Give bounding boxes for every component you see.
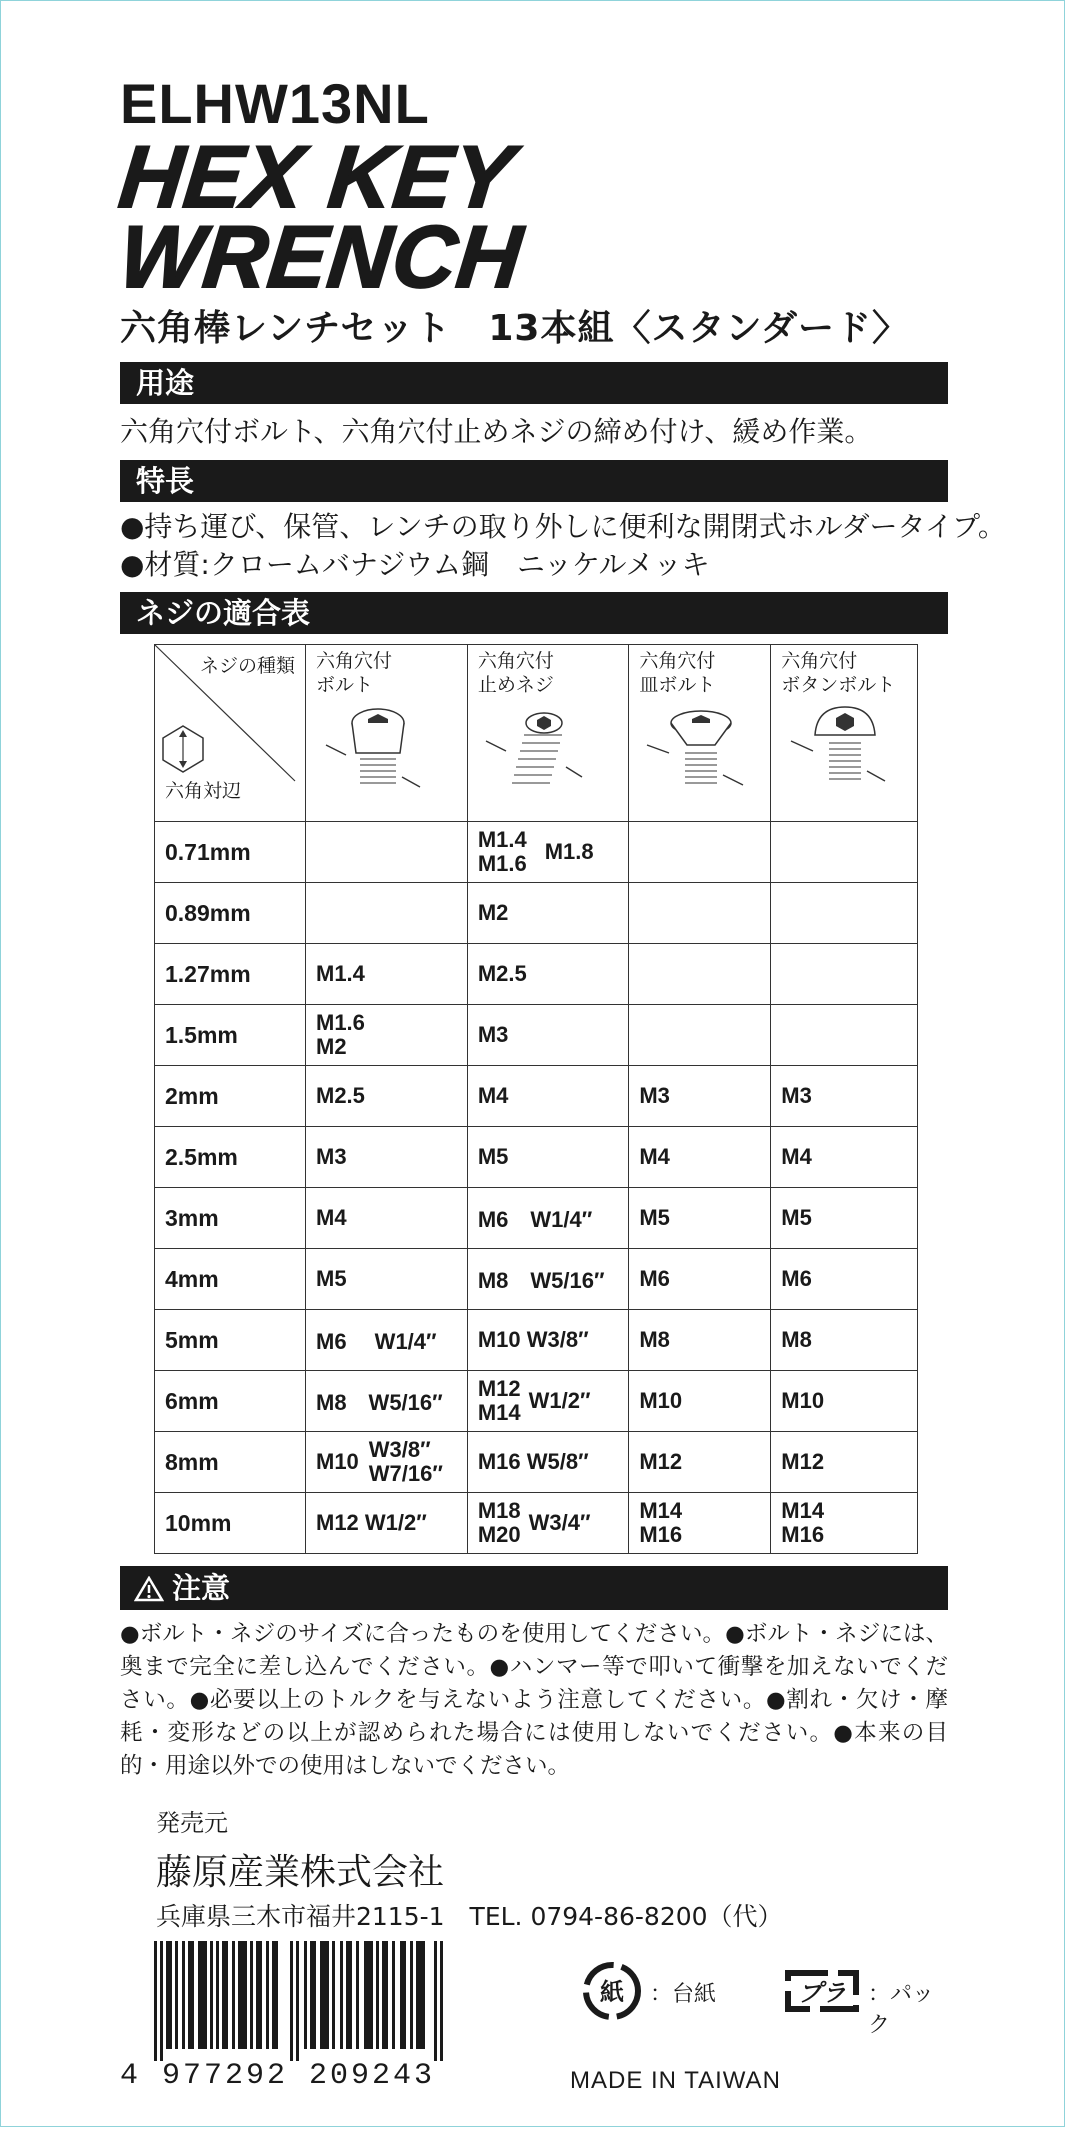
package-back (114, 60, 1006, 2141)
table-cell: M6 W1/4″ (467, 1188, 629, 1249)
table-cell (467, 1371, 629, 1432)
barcode (154, 1941, 454, 2061)
table-row (155, 944, 918, 1005)
cell-value: M18 (477, 1498, 521, 1523)
table-cell (771, 822, 918, 883)
column-line1: 六角穴付 (639, 650, 716, 672)
table-row (155, 822, 918, 883)
table-cell: M16 W5/8″ (467, 1432, 629, 1493)
table-cell: M5 (771, 1188, 918, 1249)
table-cell: M8 W5/16″ (306, 1371, 468, 1432)
paper-recycle-label: ：台紙 (650, 1982, 717, 2007)
table-cell (306, 1432, 468, 1493)
table-cell (629, 822, 771, 883)
table-cell: M12 (629, 1432, 771, 1493)
seller-name: 藤原産業株式会社 (156, 1852, 445, 1893)
made-in-label: MADE IN TAIWAN (570, 2067, 781, 2094)
column-line1: 六角穴付 (316, 650, 393, 672)
table-cell: M3 (467, 1005, 629, 1066)
table-cell (306, 883, 468, 944)
size-cell: 3mm (155, 1188, 306, 1249)
usage-text: 六角穴付ボルト、六角穴付止めネジの締め付け、緩め作業。 (120, 415, 873, 448)
table-row (155, 1432, 918, 1493)
cell-value: W3/8″ (368, 1437, 431, 1462)
product-title-line1: HEX KEY (114, 127, 519, 226)
column-line2: ボルト (316, 674, 374, 696)
table-cell (306, 1005, 468, 1066)
table-cell (629, 944, 771, 1005)
table-cell: M12 (771, 1432, 918, 1493)
column-line1: 六角穴付 (781, 650, 858, 672)
cell-value: M1.6 (477, 851, 527, 876)
plastic-recycle-mark: プラ (798, 1979, 846, 2007)
table-cell (771, 1493, 918, 1554)
cell-value: M14 (639, 1498, 683, 1523)
feature-item: ●持ち運び、保管、レンチの取り外しに便利な開閉式ホルダータイプ。 (120, 510, 1006, 543)
cell-value: M12 (477, 1376, 521, 1401)
product-title-line2: WRENCH (114, 207, 528, 306)
size-cell: 0.71mm (155, 822, 306, 883)
size-cell: 10mm (155, 1493, 306, 1554)
table-header-row (155, 645, 918, 822)
table-row (155, 1371, 918, 1432)
column-line2: 皿ボルト (639, 674, 716, 696)
model-number: ELHW13NL (120, 72, 430, 135)
table-cell: M8 W5/16″ (467, 1249, 629, 1310)
paper-recycle-icon (580, 1959, 644, 2023)
table-cell: M3 (629, 1066, 771, 1127)
table-row (155, 1066, 918, 1127)
button-head-bolt-icon (781, 701, 891, 801)
column-line2: ボタンボルト (781, 674, 896, 696)
table-cell: M4 (467, 1066, 629, 1127)
cell-value: M16 (781, 1522, 825, 1547)
table-cell: M4 (306, 1188, 468, 1249)
table-cell: M6 W1/4″ (306, 1310, 468, 1371)
table-row (155, 1493, 918, 1554)
caution-heading-bar (120, 1566, 948, 1610)
table-cell (467, 1493, 629, 1554)
plastic-recycle-icon (780, 1959, 864, 2023)
corner-top-label: ネジの種類 (199, 655, 295, 677)
socket-head-bolt-icon (316, 701, 426, 801)
column-header-socket-bolt (306, 645, 468, 822)
features-heading: 特長 (120, 460, 948, 502)
cell-value: W3/4″ (528, 1510, 591, 1535)
table-cell: M1.4 (306, 944, 468, 1005)
table-cell: M6 (629, 1249, 771, 1310)
size-cell: 2mm (155, 1066, 306, 1127)
column-line2: 止めネジ (477, 674, 554, 696)
fit-table-heading: ネジの適合表 (120, 592, 948, 634)
column-line1: 六角穴付 (477, 650, 554, 672)
table-cell: M4 (771, 1127, 918, 1188)
table-cell: M8 (629, 1310, 771, 1371)
table-cell: M4 (629, 1127, 771, 1188)
table-row (155, 883, 918, 944)
size-cell: 6mm (155, 1371, 306, 1432)
features-list (120, 508, 1006, 584)
table-cell: M3 (306, 1127, 468, 1188)
table-cell (306, 822, 468, 883)
table-row (155, 1188, 918, 1249)
size-cell: 0.89mm (155, 883, 306, 944)
table-cell: M2.5 (306, 1066, 468, 1127)
table-cell: M2 (467, 883, 629, 944)
table-cell: M5 (306, 1249, 468, 1310)
table-cell: M6 (771, 1249, 918, 1310)
size-cell: 5mm (155, 1310, 306, 1371)
cell-value: M1.4 (477, 827, 527, 852)
table-cell: M10 (771, 1371, 918, 1432)
plastic-recycle-label: ：パック (868, 1982, 935, 2038)
size-cell: 2.5mm (155, 1127, 306, 1188)
corner-bottom-label: 六角対辺 (165, 780, 242, 802)
table-cell (467, 822, 629, 883)
cell-value: W7/16″ (368, 1461, 443, 1486)
table-cell (629, 883, 771, 944)
table-cell: M10 (629, 1371, 771, 1432)
fit-table (154, 644, 918, 1554)
countersunk-bolt-icon (639, 701, 749, 801)
table-cell (771, 1005, 918, 1066)
feature-item: ●材質:クロームバナジウム鋼 ニッケルメッキ (120, 548, 710, 581)
cell-value: M1.8 (544, 839, 594, 864)
cell-value: M2 (316, 1034, 347, 1059)
barcode-digits: 4 977292 209243 (120, 2059, 436, 2093)
column-header-countersunk-bolt (629, 645, 771, 822)
cell-value: M16 (639, 1522, 683, 1547)
cell-value: M14 (781, 1498, 825, 1523)
caution-text: ●ボルト・ネジのサイズに合ったものを使用してください。●ボルト・ネジには、奥まで完全に差し込んでください。●ハンマー等で叩いて衝撃を加えないでください。●必要以上のトルクを与えないよう注意してください。●割れ・欠け・摩耗・変形などの以上が認められた場合には使用しないでください。●本来の目的・用途以外での使用はしないでください。 (120, 1621, 948, 1779)
seller-label: 発売元 (156, 1809, 228, 1837)
table-cell: M3 (771, 1066, 918, 1127)
table-cell: M12 W1/2″ (306, 1493, 468, 1554)
table-cell (629, 1493, 771, 1554)
table-row (155, 1127, 918, 1188)
usage-heading: 用途 (120, 362, 948, 404)
table-cell: M8 (771, 1310, 918, 1371)
cell-value: M10 (316, 1449, 359, 1474)
column-header-button-bolt (771, 645, 918, 822)
cell-value: M14 (477, 1400, 521, 1425)
table-cell (771, 944, 918, 1005)
table-row (155, 1310, 918, 1371)
table-cell: M5 (467, 1127, 629, 1188)
size-cell: 4mm (155, 1249, 306, 1310)
cell-value: W1/2″ (528, 1388, 591, 1413)
size-cell: 8mm (155, 1432, 306, 1493)
cell-value: M20 (477, 1522, 521, 1547)
caution-heading: 注意 (172, 1571, 231, 1605)
corner-cell (155, 645, 306, 822)
table-cell (629, 1005, 771, 1066)
product-title-jp: 六角棒レンチセット 13本組〈スタンダード〉 (120, 308, 910, 349)
set-screw-icon (478, 701, 588, 801)
cell-value: M1.6 (316, 1010, 365, 1035)
table-cell (771, 883, 918, 944)
table-cell: M5 (629, 1188, 771, 1249)
size-cell: 1.5mm (155, 1005, 306, 1066)
table-row (155, 1249, 918, 1310)
table-cell: M2.5 (467, 944, 629, 1005)
hex-across-flats-icon (159, 723, 207, 775)
size-cell: 1.27mm (155, 944, 306, 1005)
warning-triangle-icon (134, 1576, 164, 1602)
paper-recycle-mark: 紙 (600, 1978, 624, 2006)
seller-address: 兵庫県三木市福井2115-1 TEL. 0794-86-8200（代） (156, 1902, 783, 1931)
footer (120, 1941, 948, 2141)
table-cell: M10 W3/8″ (467, 1310, 629, 1371)
column-header-set-screw (467, 645, 629, 822)
table-row (155, 1005, 918, 1066)
